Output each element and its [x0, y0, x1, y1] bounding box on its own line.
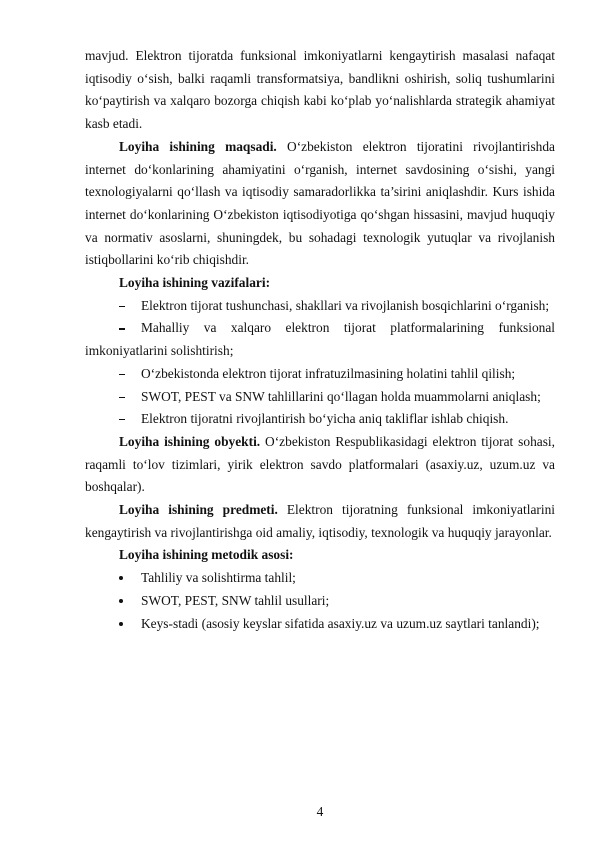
list-item: [85, 363, 555, 386]
goal-text: O‘zbekiston elektron tijoratini rivojlantirishda internet do‘konlarining ahamiyatini o‘rganish, internet savdosining o‘sishi, yangi texnologiyalarni qo‘llash va iqtisodiy samaradorlikka ta’sirini aniqlashdir. Kurs ishida internet do‘konlarining O‘zbekiston iqtisodiyotiga qo‘shgan hissasini, mavjud huquqiy va normativ asoslarni, shuningdek, bu sohadagi texnologik yutuqlar va rivojlanish istiqbollarini ko‘rib chiqishdir.: [85, 138, 555, 268]
object-text: O‘zbekiston Respublikasidagi elektron tijorat sohasi, raqamli to‘lov tizimlari, yirik elektron savdo platformalari (asaxiy.uz, uzum.uz va boshqalar).: [85, 433, 556, 495]
document-page: [85, 45, 555, 635]
method-text: Keys-stadi (asosiy keyslar sifatida asaxiy.uz va uzum.uz saytlari tanlandi);: [141, 615, 540, 631]
list-item: [85, 567, 555, 590]
list-item: [85, 408, 555, 431]
task-text: O‘zbekistonda elektron tijorat infratuzilmasining holatini tahlil qilish;: [141, 365, 516, 381]
list-item: [85, 317, 555, 362]
list-item: [85, 613, 555, 636]
method-text: Tahliliy va solishtirma tahlil;: [141, 570, 296, 586]
method-text: SWOT, PEST, SNW tahlil usullari;: [141, 592, 330, 608]
object-label: Loyiha ishining obyekti.: [119, 433, 261, 449]
subject-paragraph: [85, 499, 555, 544]
list-item: [85, 386, 555, 409]
intro-paragraph: mavjud. Elektron tijoratda funksional imkoniyatlarni kengaytirish masalasi nafaqat iqtisodiy o‘sish, balki raqamli transformatsiya, bandlikni oshirish, soliq tushumlarini ko‘paytirish va xalqaro bozorga chiqish kabi ko‘plab yo‘nalishlarda strategik ahamiyat kasb etadi.: [85, 48, 555, 132]
subject-label: Loyiha ishining predmeti.: [119, 502, 278, 518]
subject-text: Elektron tijoratning funksional imkoniyatlarini kengaytirish va rivojlantirishga oid amaliy, iqtisodiy, texnologik va huquqiy jarayonlar.: [85, 502, 555, 540]
task-text: SWOT, PEST va SNW tahlillarini qo‘llagan holda muammolarni aniqlash;: [141, 388, 541, 404]
goal-label: Loyiha ishining maqsadi.: [119, 138, 277, 154]
goal-paragraph: [85, 136, 555, 272]
task-text: Mahalliy va xalqaro elektron tijorat platformalarining funksional imkoniyatlarini solishtirish;: [85, 320, 555, 359]
task-text: Elektron tijoratni rivojlantirish bo‘yicha aniq takliflar ishlab chiqish.: [141, 411, 509, 427]
object-paragraph: [85, 431, 555, 499]
method-heading: Loyiha ishining metodik asosi:: [119, 547, 294, 563]
list-item: [85, 590, 555, 613]
list-item: [85, 295, 555, 318]
page-number: 4: [316, 804, 324, 819]
task-text: Elektron tijorat tushunchasi, shakllari va rivojlanish bosqichlarini o‘rganish;: [141, 297, 550, 313]
tasks-heading: Loyiha ishining vazifalari:: [119, 275, 271, 291]
